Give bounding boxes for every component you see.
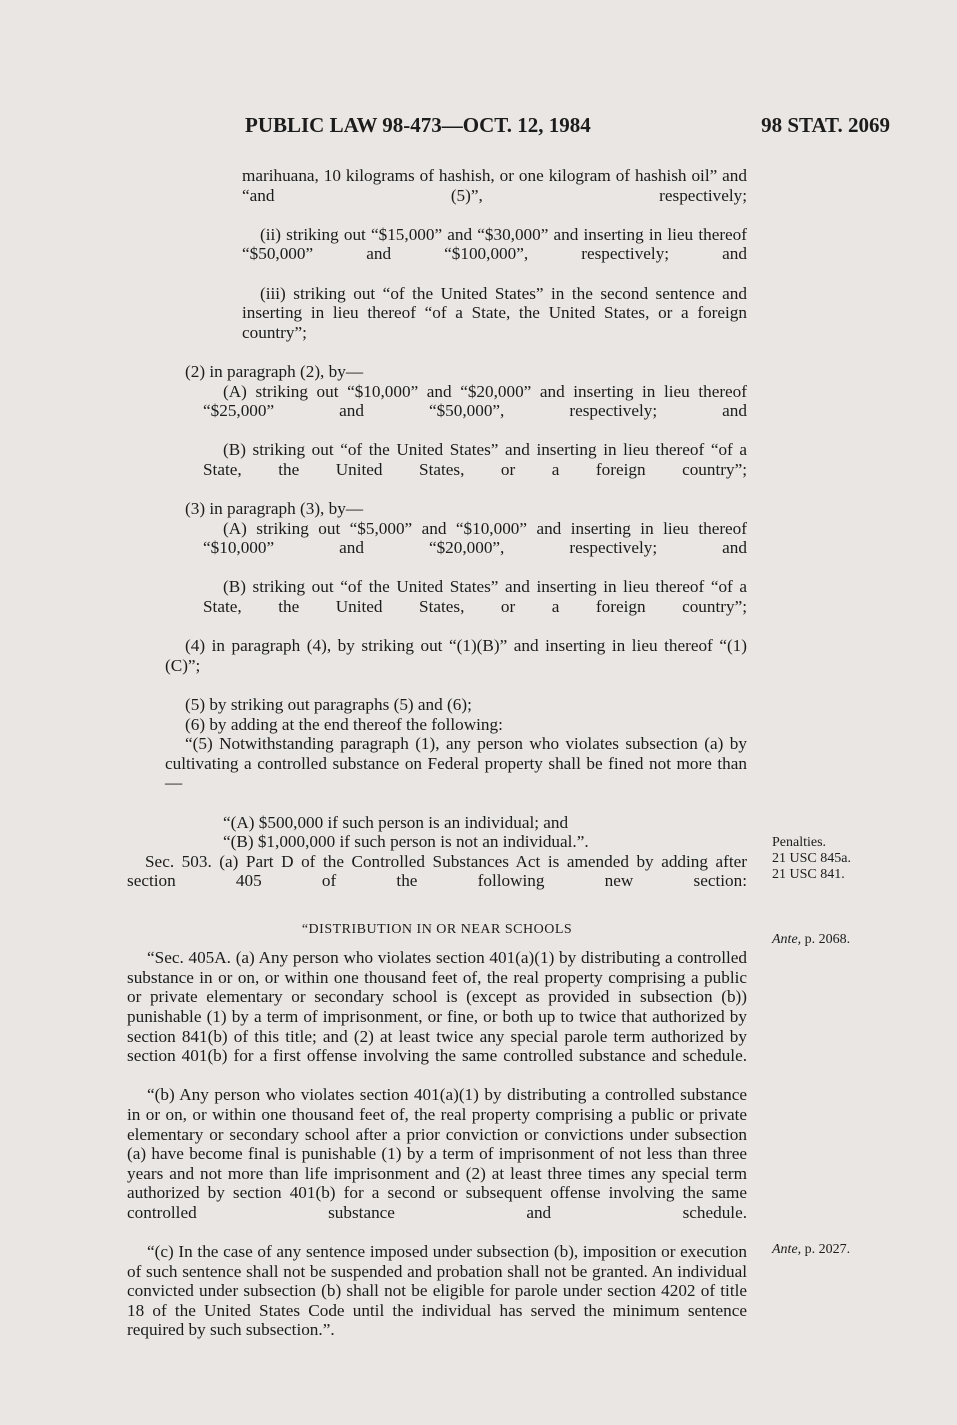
- paragraph: (3) in paragraph (3), by—: [185, 499, 364, 519]
- margin-note-ante: Ante,: [772, 1242, 802, 1257]
- paragraph: “(5) Notwithstanding paragraph (1), any person who violates subsection (a) by cultivating a controlled substance on Federal property shall be fined not more than—: [165, 734, 747, 793]
- page-header: [245, 113, 890, 143]
- paragraph: (B) striking out “of the United States” and inserting in lieu thereof “of a State, the United States, or a foreign country”;: [203, 577, 747, 617]
- margin-note-label: Penalties.: [772, 835, 827, 850]
- margin-note-page: p. 2068.: [804, 932, 851, 947]
- margin-note-ante: Ante,: [772, 932, 802, 947]
- paragraph: (A) striking out “$5,000” and “$10,000” and inserting in lieu thereof “$10,000” and “$20,000”, respectively; and: [203, 518, 747, 558]
- margin-note-penalties: [772, 835, 851, 883]
- statute-page-number: 98 STAT. 2069: [761, 113, 890, 137]
- margin-note-page: p. 2027.: [804, 1242, 851, 1257]
- paragraph: marihuana, 10 kilograms of hashish, or one kilogram of hashish oil” and “and (5)”, respectively;: [242, 166, 747, 205]
- margin-note-ante-2027: [772, 1242, 850, 1258]
- paragraph: “(B) $1,000,000 if such person is not an individual.”.: [223, 832, 589, 852]
- body-text: [127, 166, 747, 1340]
- paragraph: (6) by adding at the end thereof the following:: [185, 714, 503, 734]
- paragraph: “(A) $500,000 if such person is an individual; and: [223, 812, 569, 832]
- paragraph: (4) in paragraph (4), by striking out “(1)(B)” and inserting in lieu thereof “(1)(C)”;: [165, 636, 747, 675]
- section-paragraph: Sec. 503. (a) Part D of the Controlled Substances Act is amended by adding after section 405 of the following new section:: [127, 851, 747, 891]
- paragraph: (ii) striking out “$15,000” and “$30,000” and inserting in lieu thereof “$50,000” and “$100,000”, respectively; and: [242, 224, 747, 264]
- paragraph: “Sec. 405A. (a) Any person who violates section 401(a)(1) by distributing a controlled substance in or on, or within one thousand feet of, the real property comprising a public or private elementary or secondary school is (except as provided in subsection (b)) punishable (1) by a term of imprisonment, or fine, or both up to twice that authorized by section 841(b) of this title; and (2) at least twice any special parole term authorized by section 401(b) for a first offense involving the same controlled substance and schedule.: [127, 948, 747, 1066]
- paragraph: (5) by striking out paragraphs (5) and (6);: [185, 695, 472, 715]
- paragraph: (2) in paragraph (2), by—: [185, 361, 364, 381]
- section-heading: “DISTRIBUTION IN OR NEAR SCHOOLS: [301, 921, 573, 937]
- margin-note-citation: 21 USC 841.: [772, 867, 845, 882]
- paragraph: “(c) In the case of any sentence imposed under subsection (b), imposition or execution of such sentence shall not be suspended and probation shall not be granted. An individual convicted under subsection (b) shall not be eligible for parole under section 4202 of title 18 of the United States Code until the individual has served the minimum sentence required by such subsection.”.: [127, 1242, 747, 1340]
- paragraph: (A) striking out “$10,000” and “$20,000” and inserting in lieu thereof “$25,000” and “$50,000”, respectively; and: [203, 381, 747, 421]
- margin-note-ante-2068: [772, 932, 850, 948]
- paragraph: (B) striking out “of the United States” and inserting in lieu thereof “of a State, the United States, or a foreign country”;: [203, 440, 747, 479]
- running-head-title: PUBLIC LAW 98-473—OCT. 12, 1984: [245, 113, 591, 137]
- paragraph: (iii) striking out “of the United States” in the second sentence and inserting in lieu thereof “of a State, the United States, or a foreign country”;: [242, 283, 747, 342]
- margin-note-citation: 21 USC 845a.: [772, 851, 851, 866]
- paragraph: “(b) Any person who violates section 401(a)(1) by distributing a controlled substance in or on, or within one thousand feet of, the real property comprising a public or private elementary or secondary school after a prior conviction or convictions under subsection (a) have become final is punishable (1) by a term of imprisonment of not less than three years and not more than life imprisonment and (2) at least three times any special term authorized by section 401(b) for a second or subsequent offense involving the same controlled substance and schedule.: [127, 1085, 747, 1222]
